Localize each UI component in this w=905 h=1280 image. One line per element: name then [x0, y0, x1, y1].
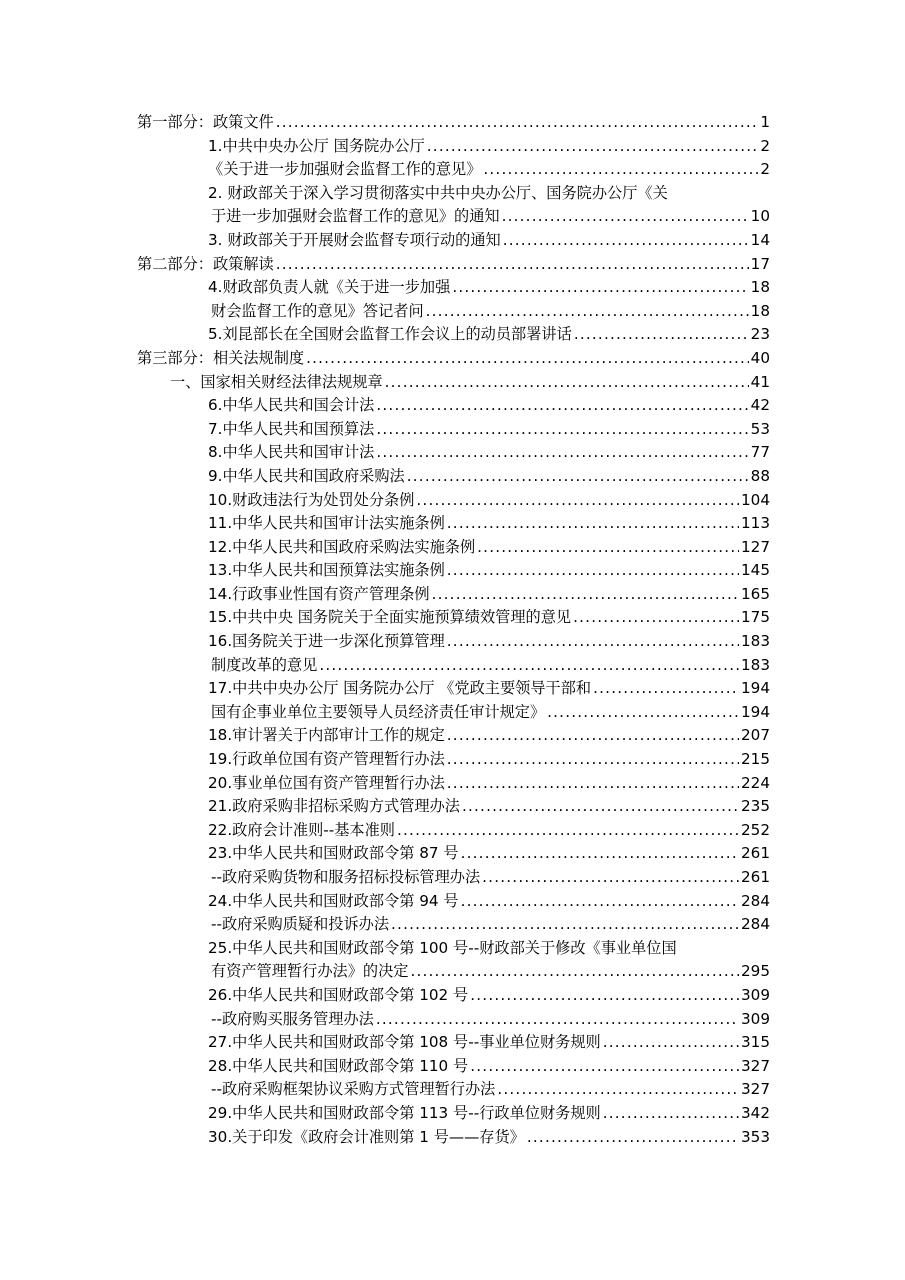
toc-page-number: 327: [741, 1056, 770, 1075]
toc-entry-title: 9.中华人民共和国政府采购法: [208, 466, 405, 485]
toc-page-number: 353: [741, 1127, 770, 1146]
toc-entry[interactable]: [0, 890, 905, 914]
toc-leader-dots: [276, 253, 749, 277]
toc-entry-title: 于进一步加强财会监督工作的意见》的通知: [211, 207, 500, 226]
toc-leader-dots: [447, 748, 739, 772]
toc-page-number: 252: [741, 820, 770, 839]
toc-entry[interactable]: [0, 276, 905, 300]
toc-leader-dots: [603, 1031, 739, 1055]
toc-entry-title: 3. 财政部关于开展财会监督专项行动的通知: [208, 230, 501, 249]
toc-entry[interactable]: [0, 937, 905, 961]
toc-entry[interactable]: [0, 465, 905, 489]
toc-entry-title: 25.中华人民共和国财政部令第 100 号--财政部关于修改《事业单位国: [208, 938, 677, 957]
toc-leader-dots: [477, 536, 739, 560]
toc-page-number: 309: [741, 1009, 770, 1028]
toc-leader-dots: [527, 1126, 739, 1150]
toc-leader-dots: [603, 1102, 739, 1126]
toc-entry-title: 20.事业单位国有资产管理暂行办法: [208, 773, 445, 792]
toc-page-number: 40: [750, 348, 770, 367]
toc-entry[interactable]: [0, 819, 905, 843]
toc-entry[interactable]: [0, 677, 905, 701]
toc-page-number: 295: [741, 962, 770, 981]
toc-leader-dots: [447, 630, 739, 654]
toc-leader-dots: [447, 512, 739, 536]
toc-entry[interactable]: [0, 583, 905, 607]
toc-entry-title: 8.中华人民共和国审计法: [208, 443, 375, 462]
toc-page-number: 194: [741, 679, 770, 698]
toc-entry-title: 5.刘昆部长在全国财会监督工作会议上的动员部署讲话: [208, 325, 572, 344]
toc-page-number: 261: [741, 868, 770, 886]
toc-leader-dots: [483, 158, 758, 182]
toc-entry[interactable]: [0, 1126, 905, 1150]
toc-entry[interactable]: [0, 323, 905, 347]
toc-entry[interactable]: [0, 536, 905, 560]
toc-page-number: 10: [750, 207, 770, 226]
toc-entry-title: 11.中华人民共和国审计法实施条例: [208, 514, 445, 533]
toc-entry[interactable]: [0, 111, 905, 135]
toc-entry-title: 24.中华人民共和国财政部令第 94 号: [208, 891, 459, 910]
toc-entry[interactable]: [0, 772, 905, 796]
toc-leader-dots: [547, 701, 739, 725]
toc-entry-title: 4.财政部负责人就《关于进一步加强: [208, 278, 451, 297]
toc-leader-dots: [447, 559, 739, 583]
toc-page-number: 342: [741, 1103, 770, 1122]
toc-entry-title: 第一部分：政策文件: [137, 113, 274, 131]
toc-page-number: 224: [741, 773, 770, 792]
toc-entry-title: 12.中华人民共和国政府采购法实施条例: [208, 537, 476, 556]
toc-entry-title: 17.中共中央办公厅 国务院办公厅 《党政主要领导干部和: [208, 679, 592, 698]
toc-entry-title: 国有企事业单位主要领导人员经济责任审计规定》: [211, 702, 546, 721]
toc-entry-title: 6.中华人民共和国会计法: [208, 396, 375, 415]
toc-leader-dots: [462, 795, 739, 819]
toc-entry-title: 第三部分：相关法规制度: [137, 348, 305, 367]
toc-page-number: 41: [750, 372, 770, 391]
toc-entry-title: 15.中共中央 国务院关于全面实施预算绩效管理的意见: [208, 608, 572, 627]
toc-leader-dots: [497, 1078, 739, 1102]
toc-entry-title: 第二部分：政策解读: [137, 254, 274, 273]
toc-entry-title: 制度改革的意见: [211, 655, 318, 674]
toc-page-number: 284: [741, 915, 770, 934]
toc-entry[interactable]: [0, 441, 905, 465]
toc-entry[interactable]: [0, 371, 905, 395]
toc-entry-title: 22.政府会计准则--基本准则: [208, 820, 395, 839]
toc-leader-dots: [593, 677, 739, 701]
toc-entry-title: 1.中共中央办公厅 国务院办公厅: [208, 136, 425, 155]
toc-page-number: 88: [750, 466, 770, 485]
toc-leader-dots: [376, 441, 748, 465]
toc-leader-dots: [407, 465, 749, 489]
toc-page-number: 145: [741, 561, 770, 580]
toc-page-number: 77: [750, 443, 770, 462]
toc-entry-title: 2. 财政部关于深入学习贯彻落实中共中央办公厅、国务院办公厅《关: [208, 183, 668, 202]
toc-leader-dots: [416, 489, 739, 513]
toc-entry[interactable]: [0, 748, 905, 772]
toc-entry-title: 16.国务院关于进一步深化预算管理: [208, 632, 445, 651]
toc-page-number: 309: [741, 985, 770, 1004]
toc-entry[interactable]: [0, 1031, 905, 1055]
toc-leader-dots: [385, 371, 749, 395]
toc-page-number: 17: [750, 254, 770, 273]
toc-leader-dots: [470, 1055, 739, 1079]
toc-entry[interactable]: [0, 1102, 905, 1126]
toc-page-number: 327: [741, 1080, 770, 1099]
toc-page-number: 23: [750, 325, 770, 344]
toc-entry[interactable]: [0, 960, 905, 984]
toc-page-number: 183: [741, 632, 770, 651]
toc-page-number: 113: [741, 514, 770, 533]
toc-page-number: 261: [741, 844, 770, 863]
toc-leader-dots: [397, 819, 739, 843]
toc-page-number: 14: [750, 230, 770, 249]
toc-entry[interactable]: [0, 795, 905, 819]
toc-page-number: 53: [750, 419, 770, 438]
toc-entry-title: 14.行政事业性国有资产管理条例: [208, 584, 430, 603]
toc-entry[interactable]: [0, 418, 905, 442]
toc-entry[interactable]: [0, 984, 905, 1008]
toc-leader-dots: [427, 135, 759, 159]
toc-page-number: 18: [750, 301, 770, 320]
toc-leader-dots: [482, 866, 739, 890]
toc-entry-title: 23.中华人民共和国财政部令第 87 号: [208, 844, 459, 863]
toc-entry-title: 18.审计署关于内部审计工作的规定: [208, 726, 445, 745]
toc-entry-title: 27.中华人民共和国财政部令第 108 号--事业单位财务规则: [208, 1033, 601, 1052]
toc-entry[interactable]: [0, 205, 905, 229]
toc-leader-dots: [447, 772, 739, 796]
toc-leader-dots: [573, 606, 739, 630]
toc-leader-dots: [306, 347, 749, 371]
toc-entry[interactable]: [0, 394, 905, 418]
toc-entry[interactable]: [0, 512, 905, 536]
toc-leader-dots: [376, 1008, 739, 1032]
toc-entry-title: 13.中华人民共和国预算法实施条例: [208, 561, 445, 580]
toc-entry[interactable]: [0, 158, 905, 182]
toc-leader-dots: [319, 654, 739, 678]
toc-leader-dots: [376, 394, 748, 418]
toc-entry-title: 21.政府采购非招标采购方式管理办法: [208, 797, 460, 816]
toc-page-number: 235: [741, 797, 770, 816]
toc-entry[interactable]: [0, 559, 905, 583]
toc-page-number: 207: [741, 726, 770, 745]
toc-entry-title: 30.关于印发《政府会计准则第 1 号——存货》: [208, 1127, 525, 1146]
toc-entry[interactable]: [0, 135, 905, 159]
toc-entry-title: --政府购买服务管理办法: [211, 1009, 374, 1028]
toc-page-number: 215: [741, 750, 770, 769]
toc-page-number: 165: [741, 584, 770, 603]
toc-entry-title: 一、国家相关财经法律法规规章: [170, 372, 383, 391]
toc-page-number: 127: [741, 537, 770, 556]
toc-leader-dots: [432, 583, 739, 607]
toc-entry-title: --政府采购框架协议采购方式管理暂行办法: [211, 1080, 496, 1099]
toc-page-number: 2: [760, 136, 770, 155]
toc-entry[interactable]: [0, 182, 905, 206]
toc-entry-title: 有资产管理暂行办法》的决定: [211, 962, 409, 981]
toc-leader-dots: [461, 890, 739, 914]
toc-page-number: 175: [741, 608, 770, 627]
toc-entry-title: 19.行政单位国有资产管理暂行办法: [208, 750, 445, 769]
toc-entry[interactable]: [0, 1008, 905, 1032]
toc-entry[interactable]: [0, 701, 905, 725]
toc-leader-dots: [461, 842, 739, 866]
toc-leader-dots: [503, 229, 749, 253]
toc-page-number: 315: [741, 1033, 770, 1052]
toc-entry[interactable]: [0, 1055, 905, 1079]
toc-entry[interactable]: [0, 654, 905, 678]
toc-entry[interactable]: [0, 1078, 905, 1102]
toc-page-number: 42: [750, 396, 770, 415]
toc-page-number: 284: [741, 891, 770, 910]
toc-entry-title: 10.财政违法行为处罚处分条例: [208, 490, 415, 509]
toc-entry-title: 《关于进一步加强财会监督工作的意见》: [208, 160, 482, 179]
toc-entry-title: --政府采购质疑和投诉办法: [211, 915, 390, 934]
toc-entry[interactable]: [0, 724, 905, 748]
toc-page-number: 18: [750, 278, 770, 297]
toc-entry[interactable]: [0, 606, 905, 630]
toc-leader-dots: [502, 205, 749, 229]
toc-leader-dots: [470, 984, 739, 1008]
toc-entry-title: 28.中华人民共和国财政部令第 110 号: [208, 1056, 469, 1075]
toc-leader-dots: [276, 111, 759, 135]
toc-entry[interactable]: [0, 630, 905, 654]
toc-entry[interactable]: [0, 229, 905, 253]
toc-page-number: 2: [760, 160, 770, 179]
table-of-contents: [0, 111, 905, 1149]
toc-leader-dots: [447, 724, 739, 748]
toc-entry[interactable]: [0, 913, 905, 937]
toc-page-number: 1: [760, 113, 770, 131]
toc-entry[interactable]: [0, 866, 905, 890]
toc-entry[interactable]: [0, 842, 905, 866]
toc-leader-dots: [410, 960, 739, 984]
toc-page-number: 194: [741, 702, 770, 721]
toc-entry-title: 29.中华人民共和国财政部令第 113 号--行政单位财务规则: [208, 1103, 601, 1122]
toc-page-number: 183: [741, 655, 770, 674]
toc-leader-dots: [426, 300, 749, 324]
toc-entry[interactable]: [0, 489, 905, 513]
toc-entry[interactable]: [0, 253, 905, 277]
toc-leader-dots: [574, 323, 749, 347]
toc-leader-dots: [452, 276, 748, 300]
toc-entry-title: 财会监督工作的意见》答记者问: [211, 301, 424, 320]
toc-page-number: 104: [741, 490, 770, 509]
toc-entry[interactable]: [0, 347, 905, 371]
toc-entry-title: 26.中华人民共和国财政部令第 102 号: [208, 985, 469, 1004]
toc-leader-dots: [391, 913, 739, 937]
toc-entry-title: 7.中华人民共和国预算法: [208, 419, 375, 438]
toc-entry[interactable]: [0, 300, 905, 324]
toc-leader-dots: [376, 418, 748, 442]
toc-entry-title: --政府采购货物和服务招标投标管理办法: [211, 868, 481, 886]
